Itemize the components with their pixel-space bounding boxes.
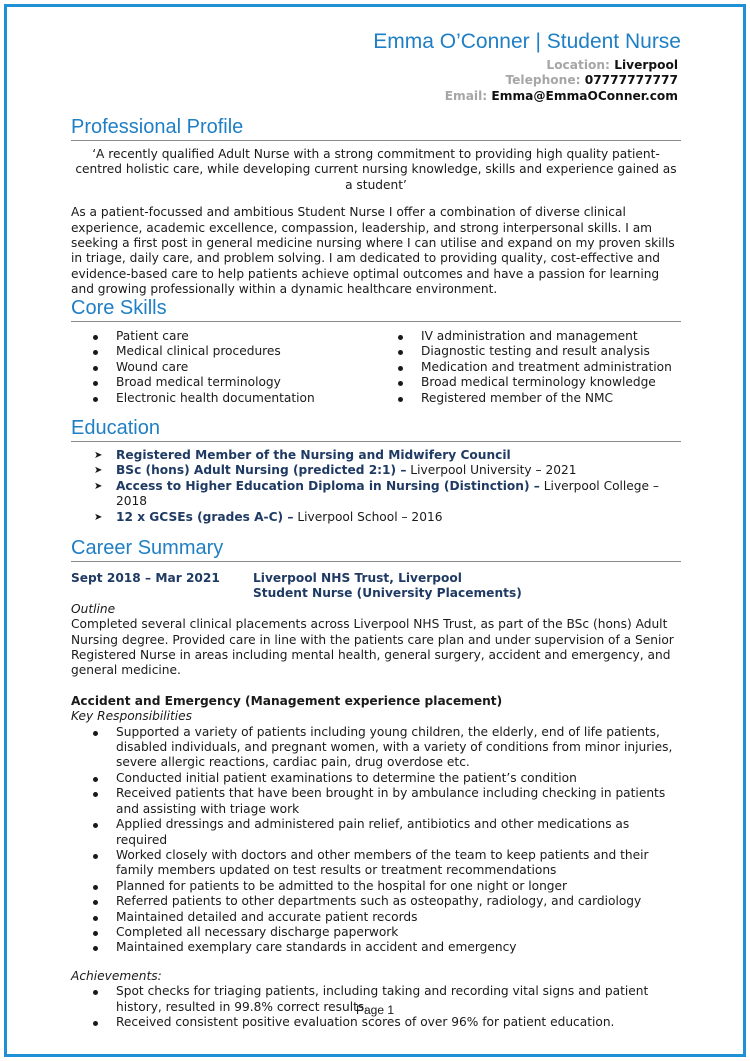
list-item (71, 479, 681, 510)
candidate-name: Emma O’Conner | Student Nurse (373, 30, 681, 53)
job-dates: Sept 2018 – Mar 2021 (71, 571, 220, 585)
responsibilities-list (71, 725, 681, 956)
job-organisation (253, 571, 522, 602)
education-list (71, 448, 681, 525)
list-item: Planned for patients to be admitted to the hospital for one night or longer (71, 879, 681, 894)
arrow-icon: ➤ (94, 480, 103, 492)
list-item: Broad medical terminology (71, 375, 376, 390)
contact-value: Emma@EmmaOConner.com (491, 89, 678, 103)
skills-column-right (376, 329, 681, 406)
responsibilities-label: Key Responsibilities (71, 709, 193, 724)
list-item: Applied dressings and administered pain relief, antibiotics and other medications as required (71, 817, 681, 848)
education-title: BSc (hons) Adult Nursing (predicted 2:1) – (116, 463, 407, 478)
list-item (71, 463, 681, 478)
section-heading: Professional Profile (71, 115, 681, 141)
page-number: Page 1 (355, 1003, 395, 1017)
list-item: Received consistent positive evaluation scores of over 96% for patient education. (71, 1015, 681, 1030)
list-item: Referred patients to other departments such as osteopathy, radiology, and cardiology (71, 894, 681, 909)
education-title: Registered Member of the Nursing and Midwifery Council (116, 448, 511, 462)
contact-location (546, 58, 678, 72)
list-item: Medical clinical procedures (71, 344, 376, 359)
skills-section (71, 296, 681, 406)
contact-label: Telephone: (505, 73, 581, 87)
list-item: Worked closely with doctors and other members of the team to keep patients and their family members updated on test results or treatment recommendations (71, 848, 681, 879)
list-item: IV administration and management (376, 329, 681, 344)
skills-column-left (71, 329, 376, 406)
list-item: Registered member of the NMC (376, 391, 681, 406)
list-item: Electronic health documentation (71, 391, 376, 406)
education-title: 12 x GCSEs (grades A-C) – (116, 509, 294, 524)
list-item: Maintained exemplary care standards in accident and emergency (71, 940, 681, 955)
list-item (71, 510, 681, 525)
list-item: Conducted initial patient examinations to determine the patient’s condition (71, 771, 681, 786)
skills-list (71, 329, 681, 406)
profile-section (71, 115, 681, 298)
contact-label: Location: (546, 58, 610, 72)
profile-paragraph: As a patient-focussed and ambitious Student Nurse I offer a combination of diverse clinical experience, academic excellence, compassion, leadership, and strong interpersonal skills. I am seeking a first post in general medicine nursing where I can utilise and expand on my proven skills in triage, daily care, and problem solving. I am dedicated to providing quality, cost-effective and evidence-based care to help patients achieve optimal outcomes and have a passion for learning and growing professionally within a dynamic healthcare environment. (71, 205, 675, 297)
contact-label: Email: (444, 89, 488, 103)
list-item: Diagnostic testing and result analysis (376, 344, 681, 359)
list-item: Spot checks for triaging patients, including taking and recording vital signs and patient history, resulted in 99.8% correct results. (71, 984, 681, 1015)
contact-value: 07777777777 (584, 73, 678, 87)
list-item (71, 448, 681, 463)
section-heading: Career Summary (71, 536, 681, 562)
list-item: Wound care (71, 360, 376, 375)
list-item: Completed all necessary discharge paperwork (71, 925, 681, 940)
arrow-icon: ➤ (94, 511, 103, 523)
education-detail: Liverpool College – 2018 (116, 478, 660, 509)
arrow-icon: ➤ (94, 450, 103, 461)
list-item: Received patients that have been brought in by ambulance including checking in patients and assisting with triage work (71, 786, 681, 817)
job-header (71, 571, 681, 602)
list-item: Medication and treatment administration (376, 360, 681, 375)
education-title: Access to Higher Education Diploma in Nursing (Distinction) – (116, 478, 540, 493)
profile-quote: ‘A recently qualified Adult Nurse with a strong commitment to providing high quality patient-centred holistic care, while developing current nursing knowledge, skills and experience gained as a student’ (75, 147, 677, 192)
education-detail: Liverpool University – 2021 (406, 463, 577, 478)
list-item: Broad medical terminology knowledge (376, 375, 681, 390)
list-item: Patient care (71, 329, 376, 344)
section-heading: Core Skills (71, 296, 681, 322)
contact-telephone (505, 73, 678, 87)
outline-text: Completed several clinical placements across Liverpool NHS Trust, as part of the BSc (hons) Adult Nursing degree. Provided care in line with the patients care plan and under supervision of a Senior Registered Nurse in areas including mental health, general surgery, accident and emergency, and general medicine. (71, 617, 674, 678)
contact-email (445, 89, 678, 103)
job-title: Student Nurse (University Placements) (253, 586, 522, 601)
placement-title: Accident and Emergency (Management experience placement) (71, 693, 503, 708)
list-item: Supported a variety of patients including young children, the elderly, end of life patients, disabled individuals, and pregnant women, with a variety of conditions from minor injuries, severe allergic reactions, cardiac pain, drug overdose etc. (71, 725, 681, 771)
section-heading: Education (71, 416, 681, 442)
list-item: Maintained detailed and accurate patient records (71, 910, 681, 925)
education-detail: Liverpool School – 2016 (293, 509, 443, 524)
career-section (71, 536, 681, 1030)
job-employer: Liverpool NHS Trust, Liverpool (253, 571, 462, 585)
outline-label: Outline (71, 601, 116, 616)
achievements-label: Achievements: (71, 968, 162, 983)
arrow-icon: ➤ (94, 465, 103, 477)
contact-value: Liverpool (614, 58, 678, 72)
education-section (71, 416, 681, 525)
